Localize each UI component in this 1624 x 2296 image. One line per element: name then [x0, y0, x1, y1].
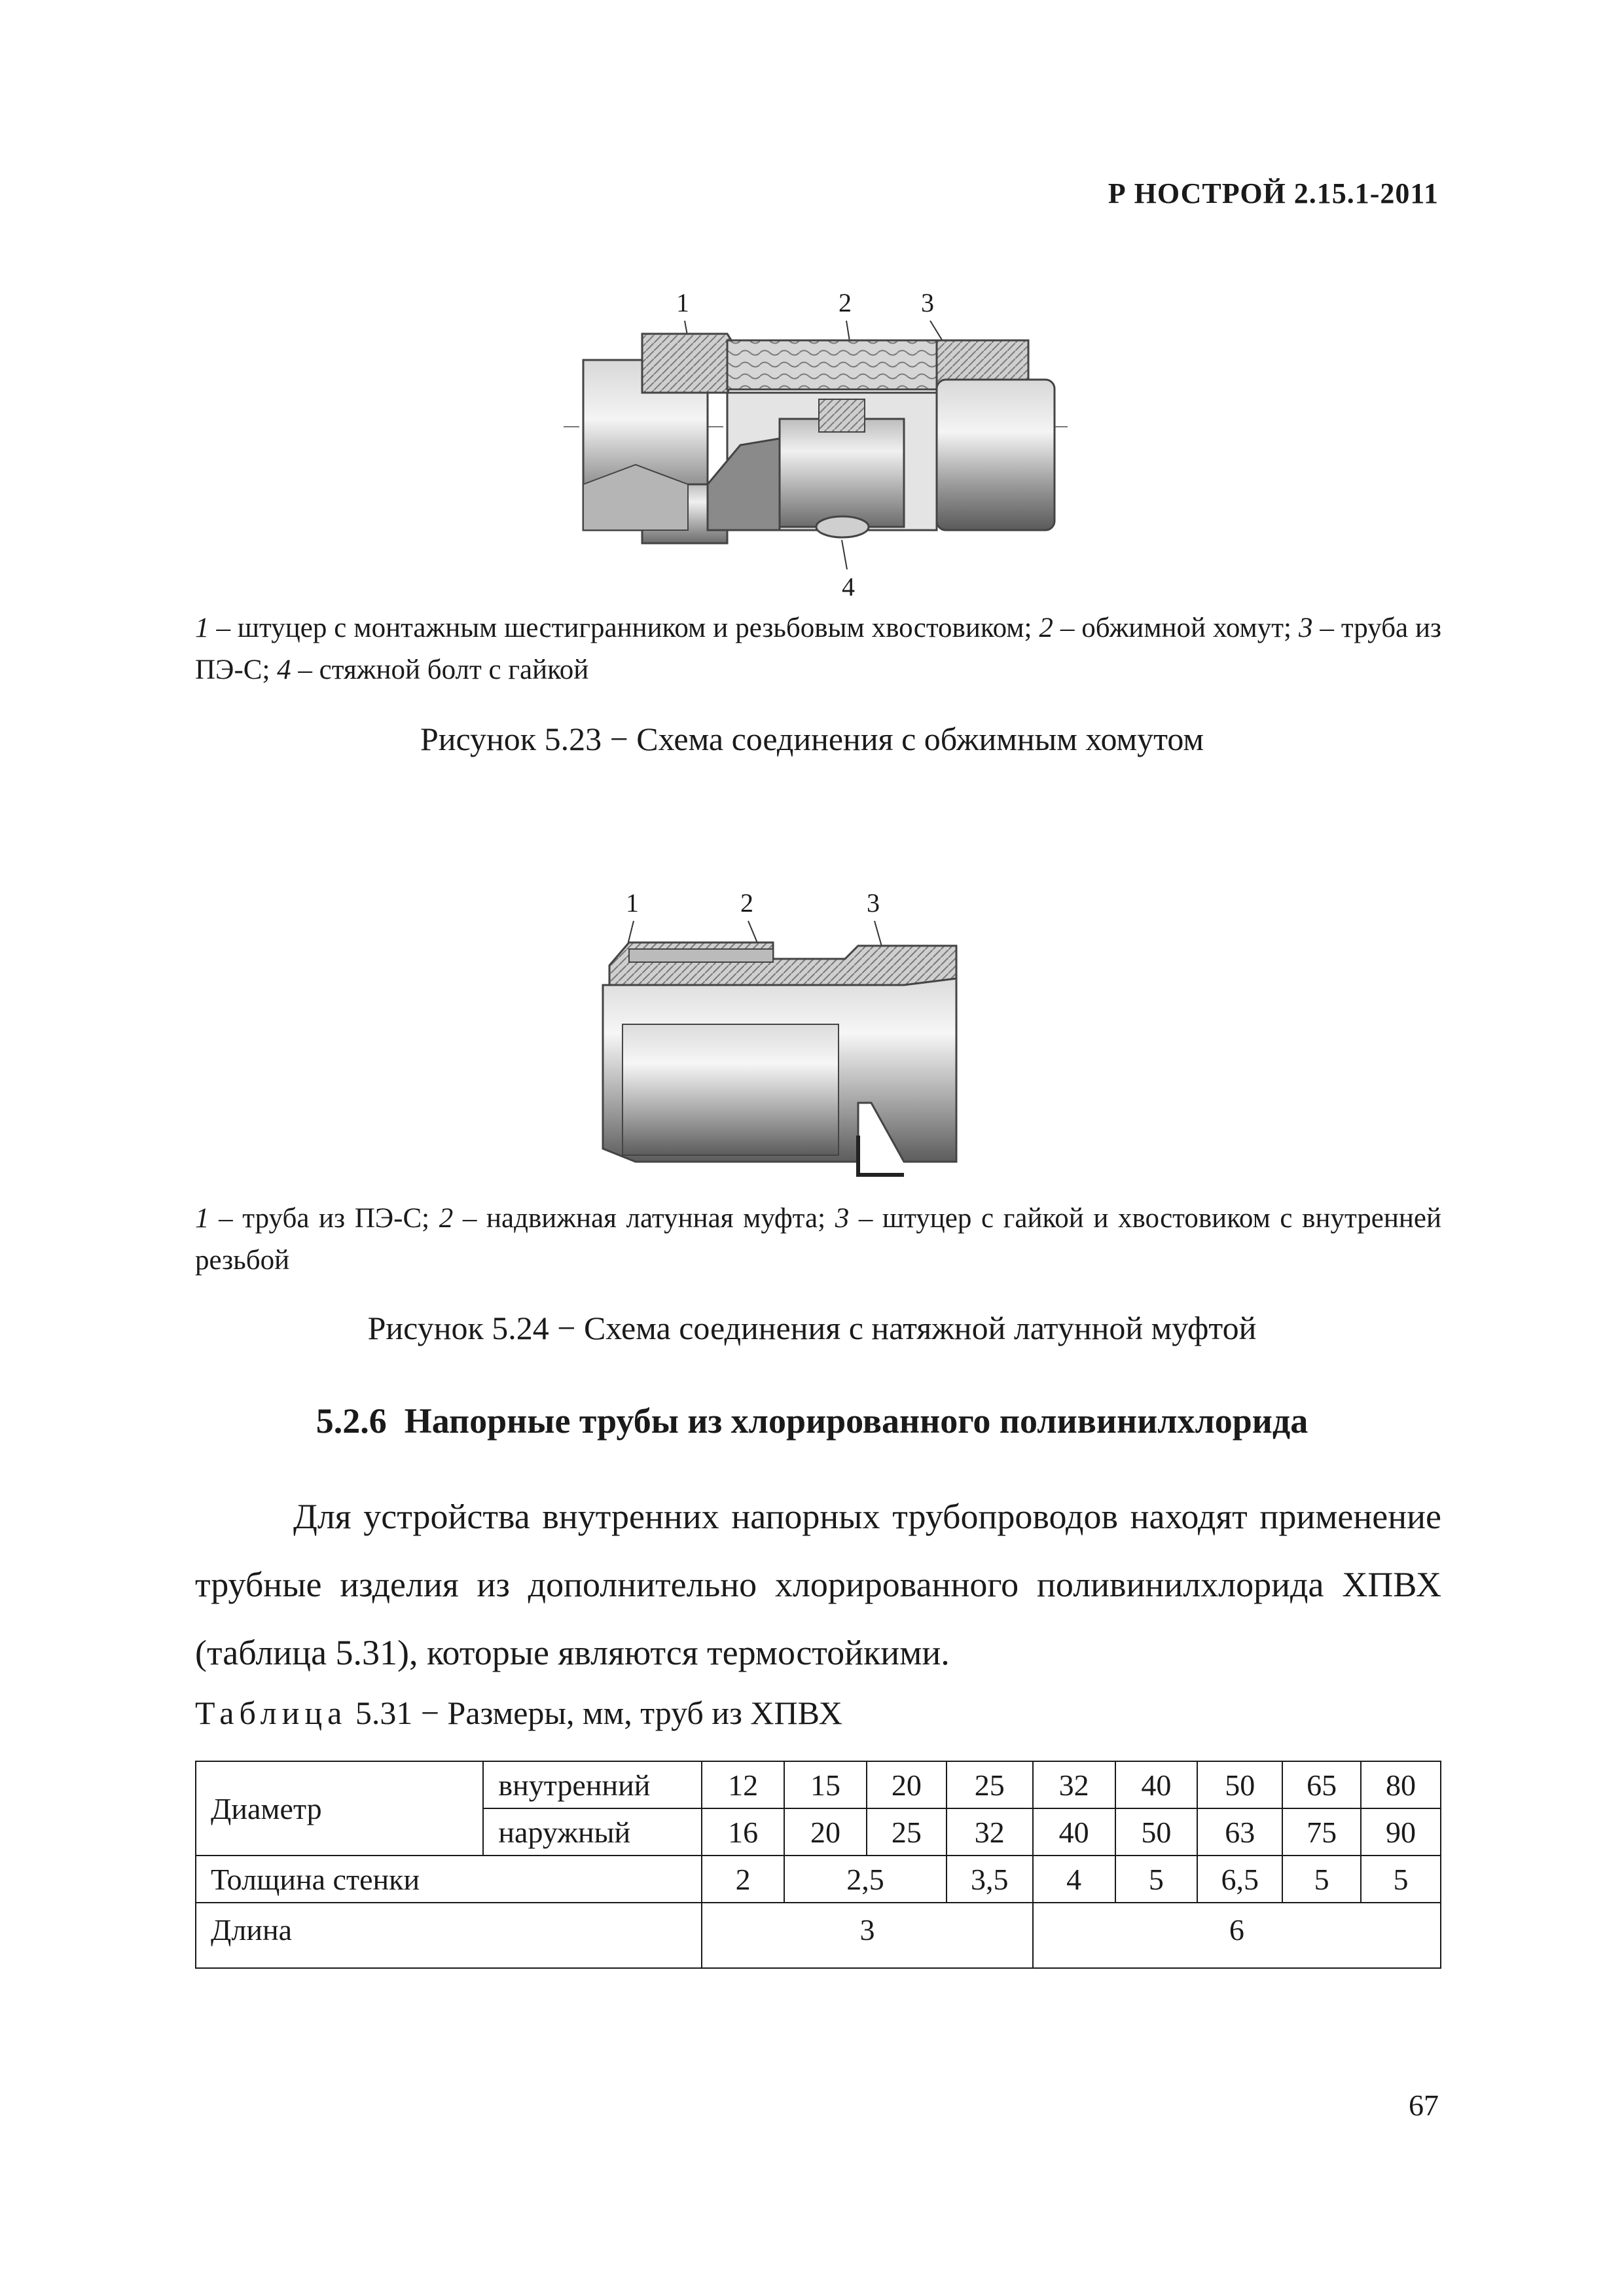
sleeve-connection-drawing: [564, 887, 1061, 1188]
outer-label: наружный: [483, 1808, 702, 1856]
wall-cell: 5: [1282, 1856, 1361, 1903]
inner-cell: 40: [1115, 1761, 1198, 1808]
callout-3: 3: [866, 888, 880, 918]
clamp-connection-drawing: [544, 288, 1081, 609]
length-label: Длина: [196, 1903, 702, 1968]
table-title-text: 5.31 − Размеры, мм, труб из ХПВХ: [347, 1695, 842, 1731]
callout-3: 3: [920, 288, 934, 317]
figure-5-23-legend: [195, 607, 1441, 691]
table-label: Таблица: [195, 1695, 348, 1731]
legend-num-1: 1: [195, 613, 209, 643]
table-title: [195, 1694, 842, 1732]
document-code: Р НОСТРОЙ 2.15.1-2011: [1108, 177, 1439, 209]
outer-cell: 20: [784, 1808, 867, 1856]
callout-4: 4: [841, 572, 855, 601]
wall-cell: 5: [1361, 1856, 1441, 1903]
callout-2: 2: [740, 888, 753, 918]
outer-cell: 25: [867, 1808, 947, 1856]
inner-cell: 12: [702, 1761, 784, 1808]
legend-num-3: 3: [1298, 613, 1313, 643]
paragraph-text: Для устройства внутренних напорных трубопроводов находят применение трубные изделия из дополнительно хлорированного поливинилхлорида ХПВХ (таблица 5.31), которые являются термостойкими.: [195, 1497, 1441, 1672]
table-row: [196, 1903, 1441, 1968]
wall-cell: 6,5: [1197, 1856, 1282, 1903]
wall-cell: 5: [1115, 1856, 1198, 1903]
inner-cell: 32: [1033, 1761, 1115, 1808]
legend-num-2: 2: [1039, 613, 1053, 643]
inner-cell: 50: [1197, 1761, 1282, 1808]
wall-cell: 2: [702, 1856, 784, 1903]
inner-cell: 25: [947, 1761, 1033, 1808]
wall-cell: 4: [1033, 1856, 1115, 1903]
table-row: [196, 1761, 1441, 1808]
legend-text-4: – стяжной болт с гайкой: [291, 655, 589, 685]
callout-1: 1: [676, 288, 689, 317]
wall-label: Толщина стенки: [196, 1856, 702, 1903]
length-cell: 3: [702, 1903, 1032, 1968]
table-row: [196, 1856, 1441, 1903]
legend-num-3: 3: [835, 1203, 850, 1234]
inner-cell: 15: [784, 1761, 867, 1808]
dimensions-table: [195, 1761, 1441, 1969]
inner-label: внутренний: [483, 1761, 702, 1808]
legend-num-4: 4: [277, 655, 291, 685]
legend-text-2: – надвижная латунная муфта;: [453, 1203, 835, 1234]
outer-cell: 40: [1033, 1808, 1115, 1856]
legend-text-2: – обжимной хомут;: [1053, 613, 1299, 643]
page-number: 67: [1409, 2089, 1439, 2122]
section-heading: [0, 1401, 1624, 1441]
outer-cell: 50: [1115, 1808, 1198, 1856]
legend-text-1: – труба из ПЭ-С;: [209, 1203, 439, 1234]
outer-cell: 63: [1197, 1808, 1282, 1856]
figure-5-24-caption: Рисунок 5.24 − Схема соединения с натяжной латунной муфтой: [367, 1310, 1257, 1346]
wall-cell: 2,5: [784, 1856, 947, 1903]
outer-cell: 32: [947, 1808, 1033, 1856]
figure-5-23-caption: Рисунок 5.23 − Схема соединения с обжимным хомутом: [420, 721, 1204, 757]
figure-5-24: [0, 887, 1624, 1188]
section-title: Напорные трубы из хлорированного поливинилхлорида: [404, 1401, 1308, 1441]
legend-num-2: 2: [439, 1203, 454, 1234]
figure-5-24-legend: [195, 1198, 1441, 1282]
inner-cell: 20: [867, 1761, 947, 1808]
inner-cell: 65: [1282, 1761, 1361, 1808]
legend-num-1: 1: [195, 1203, 209, 1234]
diameter-label: Диаметр: [196, 1761, 483, 1856]
callout-1: 1: [625, 888, 639, 918]
legend-text-3: – штуцер с гайкой и хвостовиком с внутренней резьбой: [195, 1203, 1441, 1276]
wall-cell: 3,5: [947, 1856, 1033, 1903]
legend-text-1: – штуцер с монтажным шестигранником и резьбовым хвостовиком;: [209, 613, 1039, 643]
outer-cell: 75: [1282, 1808, 1361, 1856]
legend-text-3: – труба из ПЭ-С;: [195, 613, 1441, 685]
length-cell: 6: [1033, 1903, 1441, 1968]
figure-5-23: [0, 288, 1624, 609]
outer-cell: 90: [1361, 1808, 1441, 1856]
body-paragraph: [195, 1482, 1441, 1687]
section-number: 5.2.6: [316, 1401, 387, 1441]
callout-2: 2: [838, 288, 852, 317]
inner-cell: 80: [1361, 1761, 1441, 1808]
outer-cell: 16: [702, 1808, 784, 1856]
